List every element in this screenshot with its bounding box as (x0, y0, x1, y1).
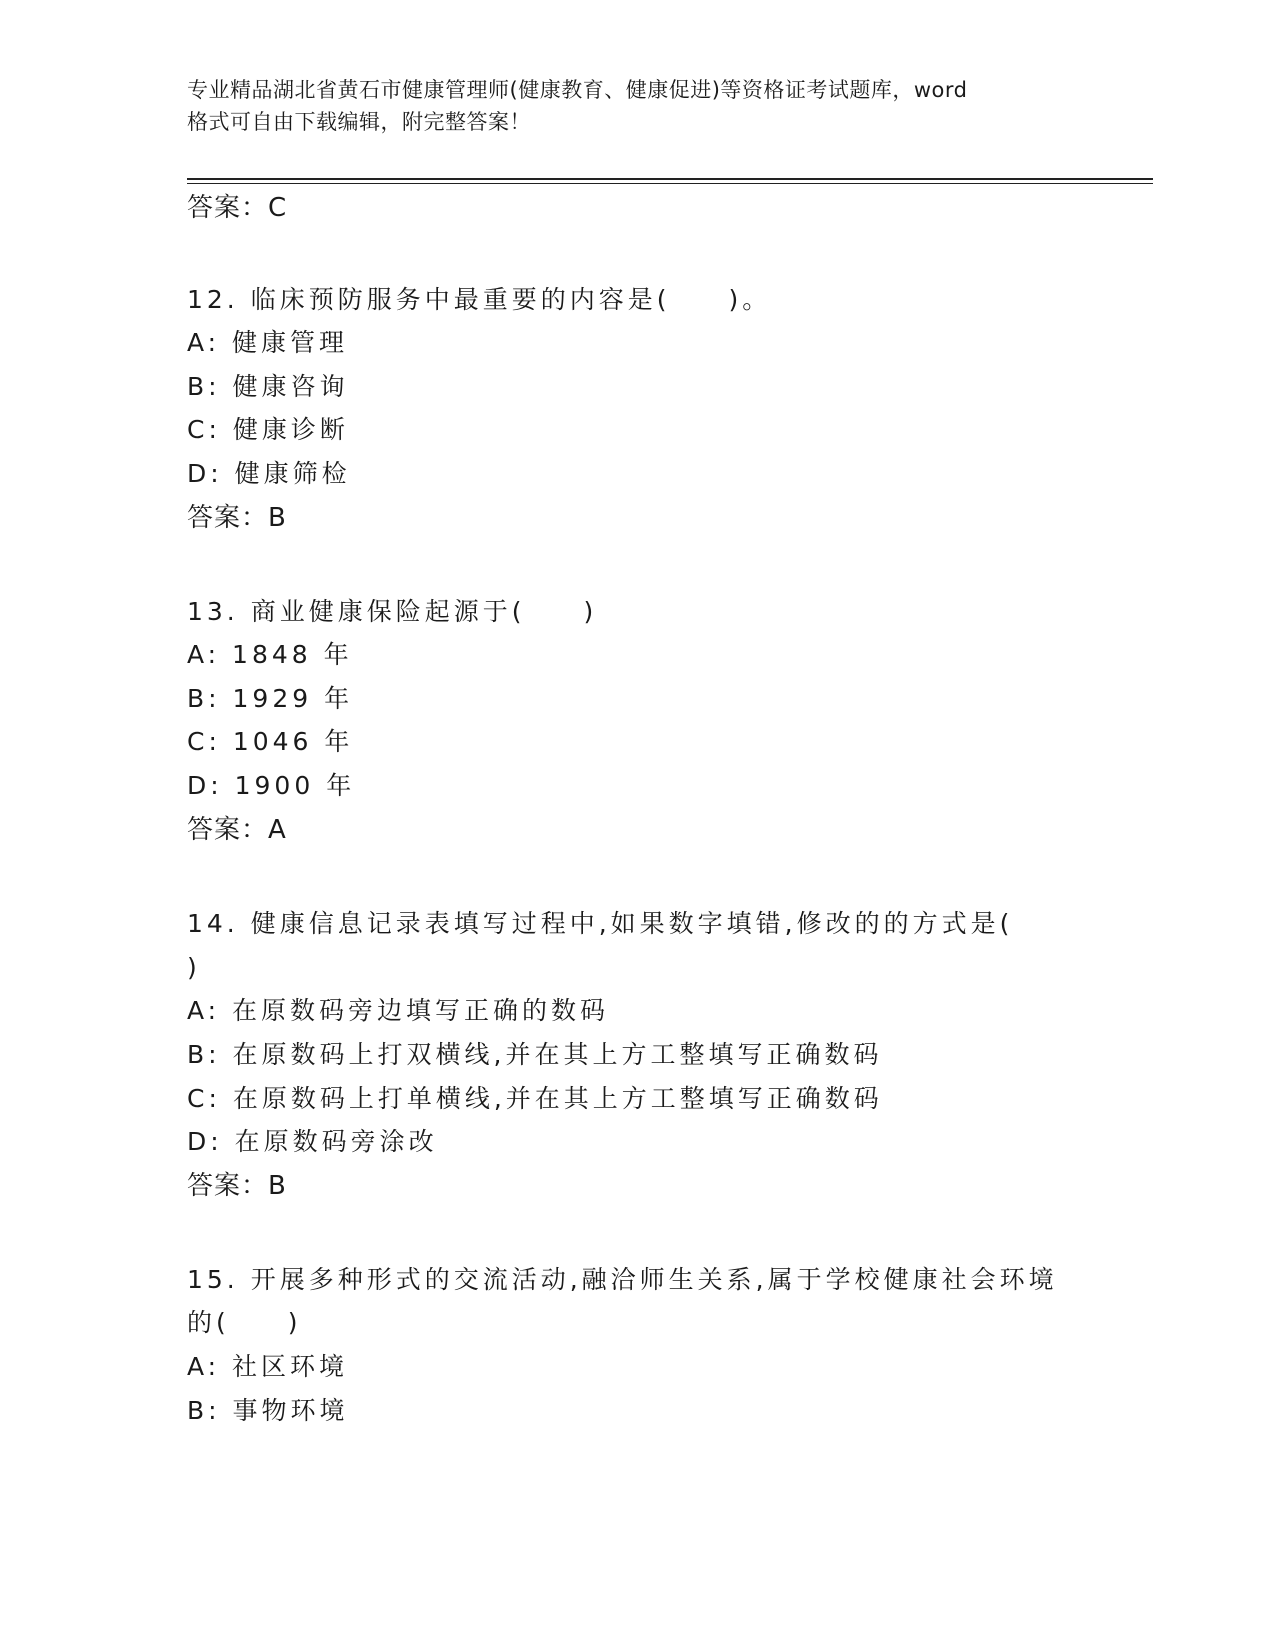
question-14-stem-line-1: 14. 健康信息记录表填写过程中,如果数字填错,修改的的方式是( (187, 909, 1014, 938)
question-15-stem-line-1: 15. 开展多种形式的交流活动,融洽师生关系,属于学校健康社会环境 (187, 1265, 1058, 1294)
question-12-answer: 答案：B (187, 503, 287, 533)
question-14-stem-line-2: ) (187, 953, 201, 982)
header-rule-thick (187, 178, 1153, 180)
question-12-option-b: B: 健康咨询 (187, 372, 349, 401)
question-13-option-c: C: 1046 年 (187, 727, 354, 756)
header-line-2: 格式可自由下载编辑，附完整答案！ (187, 110, 531, 134)
question-12-option-c: C: 健康诊断 (187, 415, 349, 444)
question-13-answer: 答案：A (187, 815, 287, 845)
question-14-option-a: A: 在原数码旁边填写正确的数码 (187, 996, 610, 1025)
question-14-option-d: D: 在原数码旁涂改 (187, 1127, 438, 1156)
question-13-option-d: D: 1900 年 (187, 771, 356, 800)
question-14-option-c: C: 在原数码上打单横线,并在其上方工整填写正确数码 (187, 1084, 883, 1113)
question-13-option-a: A: 1848 年 (187, 640, 353, 669)
question-15-option-b: B: 事物环境 (187, 1396, 349, 1425)
question-14-option-b: B: 在原数码上打双横线,并在其上方工整填写正确数码 (187, 1040, 883, 1069)
question-15-option-a: A: 社区环境 (187, 1352, 349, 1381)
question-12-option-a: A: 健康管理 (187, 328, 349, 357)
question-14-answer: 答案：B (187, 1171, 287, 1201)
question-13-stem: 13. 商业健康保险起源于( ) (187, 597, 598, 626)
question-12-stem: 12. 临床预防服务中最重要的内容是( )。 (187, 285, 772, 314)
question-12-option-d: D: 健康筛检 (187, 459, 351, 488)
question-15-stem-line-2: 的( ) (187, 1308, 302, 1337)
header-rule-thin (187, 183, 1153, 184)
previous-answer: 答案：C (187, 193, 288, 223)
page-header (187, 74, 1087, 138)
header-line-1: 专业精品湖北省黄石市健康管理师(健康教育、健康促进)等资格证考试题库，word (187, 78, 968, 102)
question-13-option-b: B: 1929 年 (187, 684, 354, 713)
